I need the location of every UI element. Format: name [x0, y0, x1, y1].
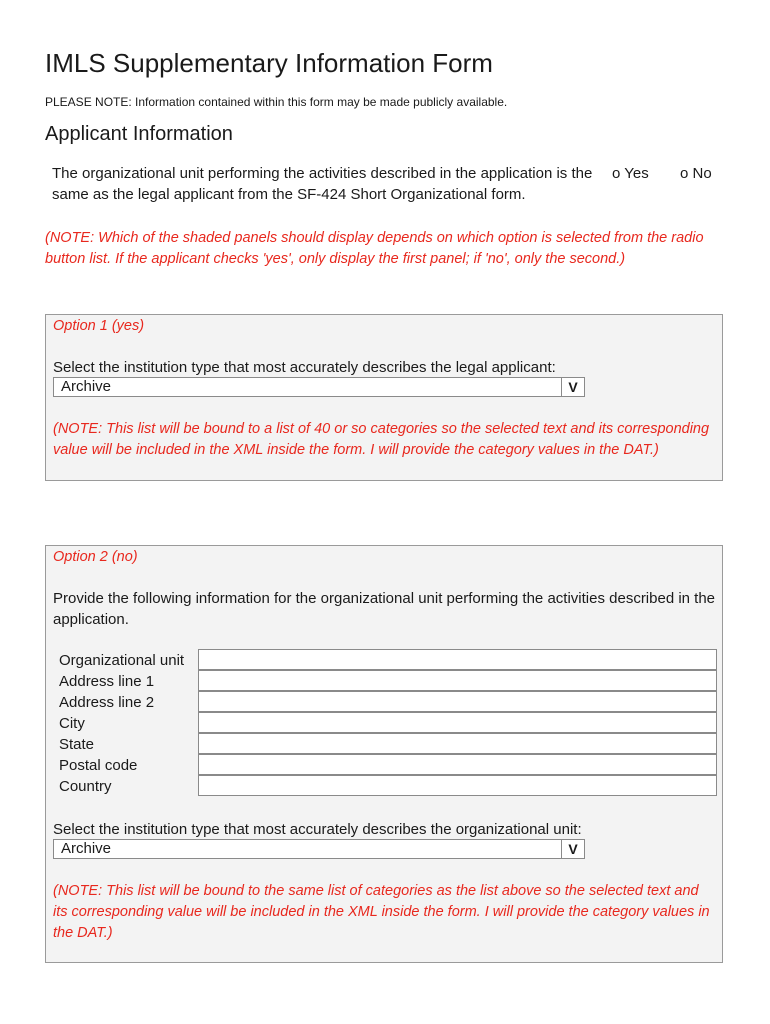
option2-panel	[45, 545, 723, 963]
address-line-2-input[interactable]	[198, 691, 717, 712]
field-label-state: State	[59, 736, 95, 753]
field-label-country: Country	[59, 778, 112, 795]
radio-yes[interactable]: o Yes	[612, 165, 649, 182]
field-label-address-line-2: Address line 2	[59, 694, 155, 711]
field-label-address-line-1: Address line 1	[59, 673, 155, 690]
option2-note: (NOTE: This list will be bound to the same list of categories as the list above so the selected text and its corresponding value will be included in the XML inside the form. I will provide the category values in the DAT.)	[53, 883, 710, 941]
field-label-city: City	[59, 715, 85, 732]
select-value: Archive	[61, 840, 112, 857]
option1-panel	[45, 314, 723, 481]
org-unit-type-select[interactable]	[53, 839, 585, 859]
organizational-unit-input[interactable]	[198, 649, 717, 670]
section-title-applicant: Applicant Information	[45, 123, 233, 145]
legal-applicant-type-select[interactable]	[53, 377, 585, 397]
option2-label: Option 2 (no)	[53, 549, 138, 565]
dropdown-arrow-icon[interactable]: V	[561, 378, 584, 396]
option2-prompt: Select the institution type that most accurately describes the organizational unit:	[53, 821, 582, 838]
field-label-organizational-unit: Organizational unit	[59, 652, 185, 669]
same-unit-question: The organizational unit performing the activities described in the application is the same as the legal applicant from the SF-424 Short Organizational form.	[52, 165, 593, 203]
option2-intro: Provide the following information for the organizational unit performing the activities described in the application.	[53, 590, 716, 628]
country-input[interactable]	[198, 775, 717, 796]
option1-prompt: Select the institution type that most accurately describes the legal applicant:	[53, 359, 556, 376]
address-line-1-input[interactable]	[198, 670, 717, 691]
select-value: Archive	[61, 378, 112, 395]
dropdown-arrow-icon[interactable]: V	[561, 840, 584, 858]
option1-note: (NOTE: This list will be bound to a list of 40 or so categories so the selected text and its corresponding value will be included in the XML inside the form. I will provide the category values in the DAT.)	[53, 421, 710, 458]
radio-no[interactable]: o No	[680, 165, 712, 182]
option1-label: Option 1 (yes)	[53, 318, 145, 334]
page-title: IMLS Supplementary Information Form	[45, 48, 493, 78]
city-input[interactable]	[198, 712, 717, 733]
field-label-postal-code: Postal code	[59, 757, 138, 774]
panel-display-note: (NOTE: Which of the shaded panels should display depends on which option is selected from the radio button list. If the applicant checks 'yes', only display the first panel; if 'no', only the second.)	[45, 230, 704, 267]
state-input[interactable]	[198, 733, 717, 754]
public-availability-notice: PLEASE NOTE: Information contained within this form may be made publicly available.	[45, 95, 508, 109]
postal-code-input[interactable]	[198, 754, 717, 775]
